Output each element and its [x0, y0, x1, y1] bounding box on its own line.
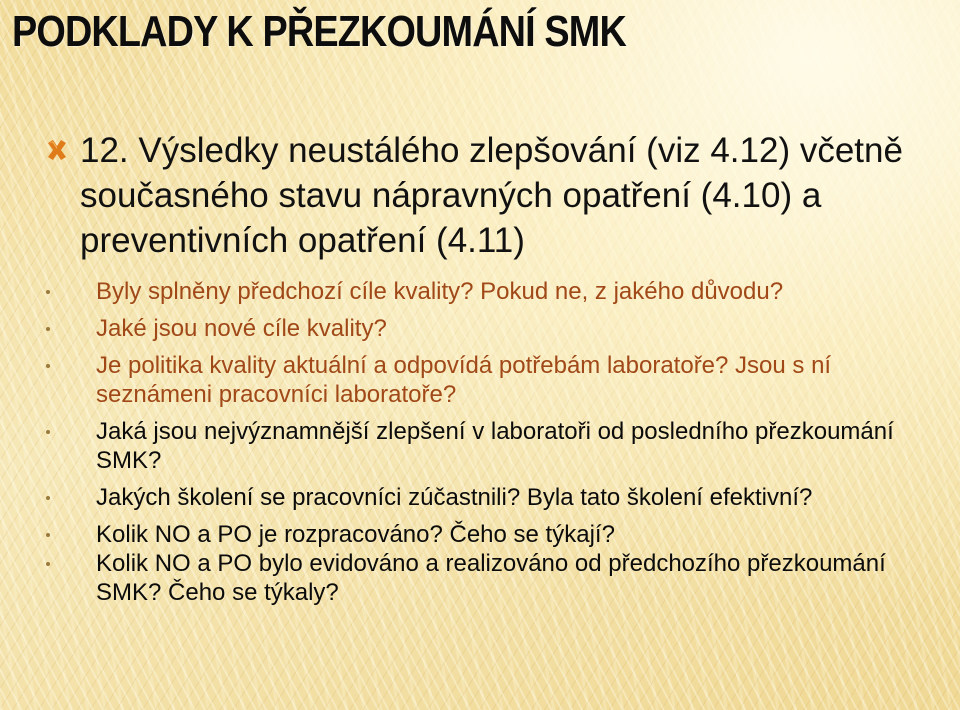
list-item: [0, 483, 960, 512]
slide-content: [0, 128, 960, 607]
bullet-text: Jaké jsou nové cíle kvality?: [96, 315, 387, 342]
list-item: [0, 277, 960, 306]
list-item: [0, 549, 960, 607]
bullet-list: [0, 277, 960, 607]
bullet-text: Byly splněny předchozí cíle kvality? Pokud ne, z jakého důvodu?: [96, 278, 784, 305]
dot-icon: [46, 562, 50, 566]
bullet-text: Je politika kvality aktuální a odpovídá potřebám laboratoře? Jsou s ní seznámeni pracovníci laboratoře?: [96, 352, 832, 408]
bullet-text: Kolik NO a PO bylo evidováno a realizováno od předchozího přezkoumání SMK? Čeho se týkaly?: [96, 550, 886, 606]
bullet-text: Jaká jsou nejvýznamnější zlepšení v laboratoři od posledního přezkoumání SMK?: [96, 418, 894, 474]
slide-title: PODKLADY K PŘEZKOUMÁNÍ SMK: [12, 7, 626, 56]
dot-icon: [46, 430, 50, 434]
main-point: [0, 128, 960, 263]
list-item: [0, 314, 960, 343]
list-item: [0, 417, 960, 475]
x-mark-icon: [44, 137, 70, 163]
dot-icon: [46, 533, 50, 537]
dot-icon: [46, 496, 50, 500]
bullet-text: Kolik NO a PO je rozpracováno? Čeho se týkají?: [96, 521, 615, 548]
dot-icon: [46, 364, 50, 368]
dot-icon: [46, 327, 50, 331]
list-item: [0, 351, 960, 409]
dot-icon: [46, 290, 50, 294]
bullet-text: Jakých školení se pracovníci zúčastnili? Byla tato školení efektivní?: [96, 484, 813, 511]
list-item: [0, 520, 960, 549]
main-point-text: 12. Výsledky neustálého zlepšování (viz 4.12) včetně současného stavu nápravných opatření (4.10) a preventivních opatření (4.11): [80, 131, 903, 260]
